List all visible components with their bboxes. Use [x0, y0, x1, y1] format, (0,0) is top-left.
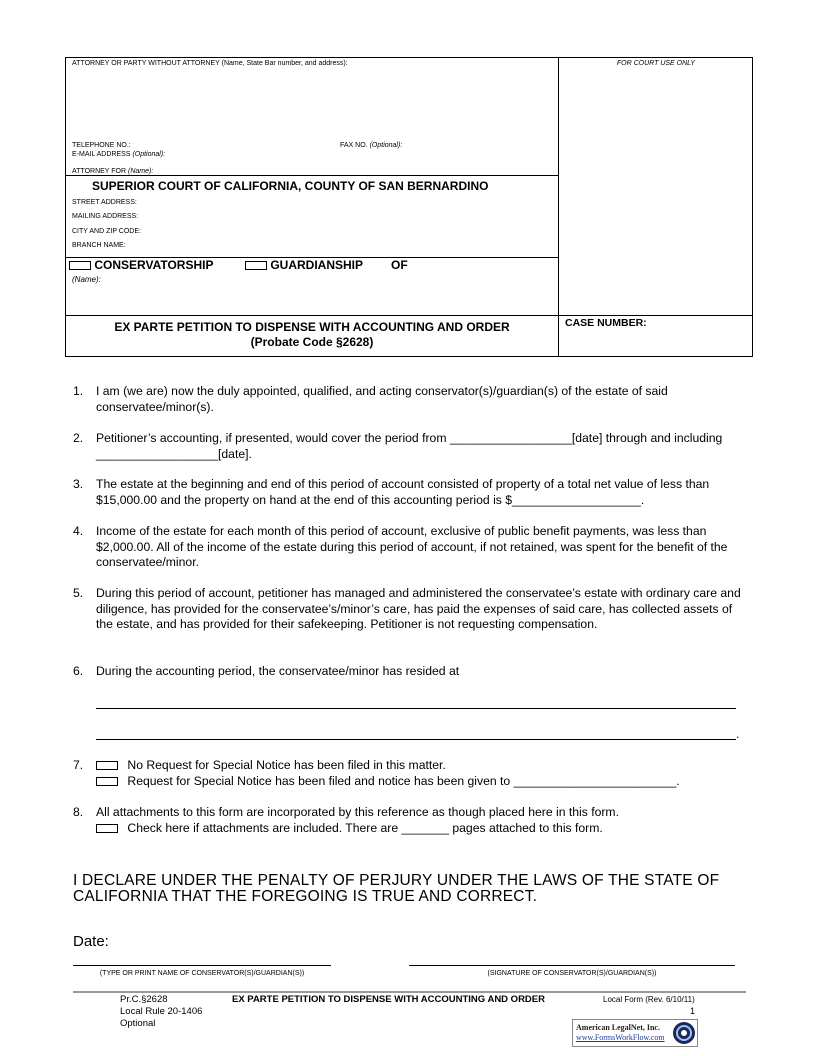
item-3-number: 3.	[73, 477, 84, 491]
request-label: Request for Special Notice has been filed and notice has been given to ________________________.	[127, 774, 680, 788]
residence-line-2[interactable]	[96, 739, 736, 740]
footer-rule	[73, 991, 746, 993]
header-divider	[558, 57, 559, 357]
item-4-number: 4.	[73, 524, 84, 538]
title-divider	[65, 315, 753, 316]
conservatorship-checkbox[interactable]	[69, 261, 91, 270]
signature-line[interactable]	[409, 965, 735, 966]
case-number-label[interactable]: CASE NUMBER:	[565, 317, 647, 329]
fax-label-text: FAX NO.	[340, 142, 368, 149]
court-use-label: FOR COURT USE ONLY	[616, 60, 696, 67]
email-label[interactable]	[72, 151, 165, 158]
item-2-number: 2.	[73, 431, 84, 445]
fax-optional: (Optional):	[369, 142, 403, 149]
item-6-text: During the accounting period, the conservatee/minor has resided at	[96, 664, 460, 678]
footer-page-number: 1	[690, 1006, 696, 1016]
footer-local-rule: Local Rule 20-1406	[120, 1006, 203, 1017]
no-request-label: No Request for Special Notice has been filed in this matter.	[127, 758, 446, 772]
footer-code: Pr.C.§2628	[120, 994, 168, 1005]
no-request-option[interactable]	[96, 758, 446, 772]
date-label[interactable]: Date:	[73, 933, 109, 950]
footer-optional: Optional	[120, 1018, 156, 1029]
item-2-text[interactable]: Petitioner’s accounting, if presented, would cover the period from __________________[date] through and including __________________[date].	[96, 431, 723, 461]
fax-label[interactable]	[340, 142, 402, 149]
residence-line-1[interactable]	[96, 708, 736, 709]
item-3-text[interactable]: The estate at the beginning and end of this period of account consisted of property of a total net value of less than $15,000.00 and the property on hand at the end of this accounting period is $___________________.	[96, 477, 710, 507]
header-box	[65, 57, 753, 357]
item-8-text: All attachments to this form are incorporated by this reference as though placed here in this form.	[96, 805, 619, 819]
conservatorship-option[interactable]	[69, 258, 213, 272]
no-request-checkbox[interactable]	[96, 761, 118, 770]
americanlegalnet-logo[interactable]	[572, 1019, 698, 1047]
residence-line-2-end: .	[736, 727, 740, 741]
street-address-label[interactable]: STREET ADDRESS:	[72, 199, 137, 206]
item-1-text: I am (we are) now the duly appointed, qualified, and acting conservator(s)/guardian(s) of the estate of said conservatee/minor(s).	[96, 384, 668, 414]
item-7-number: 7.	[73, 758, 84, 772]
item-8-number: 8.	[73, 805, 84, 819]
attorney-label: ATTORNEY OR PARTY WITHOUT ATTORNEY (Name, State Bar number, and address):	[72, 60, 348, 67]
attorney-for-name: (Name):	[128, 168, 154, 175]
signature-label: (SIGNATURE OF CONSERVATOR(S)/GUARDIAN(S))	[487, 970, 657, 977]
conservatorship-label: CONSERVATORSHIP	[94, 258, 214, 272]
mailing-address-label[interactable]: MAILING ADDRESS:	[72, 213, 139, 220]
request-checkbox[interactable]	[96, 777, 118, 786]
footer-local-form: Local Form (Rev. 6/10/11)	[603, 995, 695, 1004]
form-title-line1: EX PARTE PETITION TO DISPENSE WITH ACCOUNTING AND ORDER	[114, 320, 510, 334]
name-label[interactable]: (Name):	[72, 275, 101, 284]
logo-globe-icon	[672, 1021, 696, 1045]
attachments-option[interactable]	[96, 821, 603, 835]
court-name: SUPERIOR COURT OF CALIFORNIA, COUNTY OF SAN BERNARDINO	[92, 179, 489, 193]
print-name-label: (TYPE OR PRINT NAME OF CONSERVATOR(S)/GUARDIAN(S))	[99, 970, 305, 977]
declaration: I DECLARE UNDER THE PENALTY OF PERJURY UNDER THE LAWS OF THE STATE OF CALIFORNIA THAT THE FOREGOING IS TRUE AND CORRECT.	[73, 872, 720, 905]
print-name-line[interactable]	[73, 965, 331, 966]
guardianship-checkbox[interactable]	[245, 261, 267, 270]
attachments-label: Check here if attachments are included. There are _______ pages attached to this form.	[127, 821, 603, 835]
attorney-for-label[interactable]	[72, 168, 153, 175]
city-zip-label[interactable]: CITY AND ZIP CODE:	[72, 228, 141, 235]
item-5-number: 5.	[73, 586, 84, 600]
attorney-for-text: ATTORNEY FOR	[72, 168, 127, 175]
email-label-text: E-MAIL ADDRESS	[72, 151, 131, 158]
attachments-checkbox[interactable]	[96, 824, 118, 833]
logo-line-1: American LegalNet, Inc.	[576, 1023, 660, 1032]
telephone-label[interactable]: TELEPHONE NO.:	[72, 142, 131, 149]
item-4-text: Income of the estate for each month of this period of account, exclusive of public benefit payments, was less than $2,000.00. All of the income of the estate during this period of account, if not retained, was spent for the benefit of the conservatee/minor.	[96, 524, 728, 569]
of-label: OF	[391, 258, 408, 272]
footer-title: EX PARTE PETITION TO DISPENSE WITH ACCOUNTING AND ORDER	[232, 994, 545, 1005]
email-optional: (Optional):	[132, 151, 166, 158]
guardianship-option[interactable]	[245, 258, 363, 272]
item-5-text: During this period of account, petitioner has managed and administered the conservatee’s estate with ordinary care and diligence, has provided for the conservatee’s/minor’s care, has paid the expenses of said care, has collected assets of the estate, and has provided for their safekeeping. Petitioner is not requesting compensation.	[96, 586, 741, 631]
court-divider	[65, 175, 559, 176]
form-title-line2: (Probate Code §2628)	[250, 335, 374, 349]
guardianship-label: GUARDIANSHIP	[270, 258, 364, 272]
logo-line-2: www.FormsWorkFlow.com	[576, 1033, 665, 1042]
request-option[interactable]	[96, 774, 680, 788]
branch-name-label[interactable]: BRANCH NAME:	[72, 242, 126, 249]
item-6-number: 6.	[73, 664, 84, 678]
item-1-number: 1.	[73, 384, 84, 398]
